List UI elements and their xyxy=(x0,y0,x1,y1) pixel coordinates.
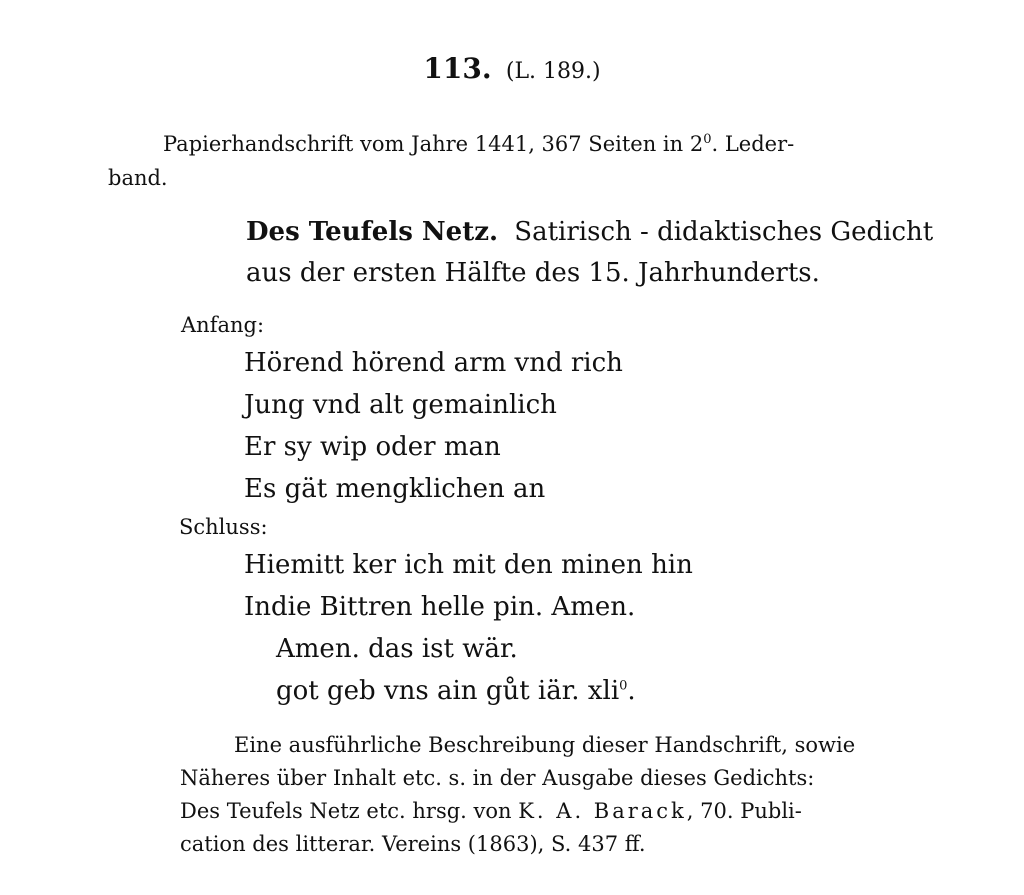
format-superscript: 0 xyxy=(703,132,712,147)
description-line-2: band. xyxy=(108,166,168,190)
schluss-verse-4 xyxy=(276,671,636,711)
description-tail: . Leder- xyxy=(711,132,795,156)
entry-heading xyxy=(0,52,1024,85)
anfang-verse-3: Er sy wip oder man xyxy=(244,432,501,462)
schluss-verse-4-text: got geb vns ain gůt iär. xli xyxy=(276,676,620,706)
entry-reference: (L. 189.) xyxy=(505,59,601,84)
entry-number: 113. xyxy=(423,52,492,85)
work-title-line-2: aus der ersten Hälfte des 15. Jahrhunderts. xyxy=(246,258,820,288)
anfang-verse-2: Jung vnd alt gemainlich xyxy=(244,390,557,420)
anfang-label: Anfang: xyxy=(181,313,265,337)
footnote-line-1: Eine ausführliche Beschreibung dieser Handschrift, sowie xyxy=(234,733,856,757)
footnote-line-4: cation des litterar. Vereins (1863), S. 437 ff. xyxy=(180,832,646,856)
schluss-label: Schluss: xyxy=(179,515,268,539)
work-genre: Satirisch - didaktisches Gedicht xyxy=(514,217,934,247)
work-title: Des Teufels Netz. xyxy=(246,217,499,247)
footnote-line-3 xyxy=(180,795,802,827)
footnote-line-2: Näheres über Inhalt etc. s. in der Ausgabe dieses Gedichts: xyxy=(180,766,815,790)
schluss-verse-3: Amen. das ist wär. xyxy=(276,634,518,664)
schluss-verse-4-tail: . xyxy=(627,676,636,706)
schluss-verse-2: Indie Bittren helle pin. Amen. xyxy=(244,592,636,622)
folio-superscript: 0 xyxy=(619,678,628,694)
work-title-line-1 xyxy=(246,212,933,252)
anfang-verse-4: Es gät mengklichen an xyxy=(244,474,546,504)
footnote-editor: K. A. Barack xyxy=(518,799,687,823)
description-line-1 xyxy=(163,127,794,161)
schluss-verse-1: Hiemitt ker ich mit den minen hin xyxy=(244,550,693,580)
anfang-verse-1: Hörend hörend arm vnd rich xyxy=(244,348,623,378)
footnote-publication: , 70. Publi- xyxy=(686,799,802,823)
description-text: Papierhandschrift vom Jahre 1441, 367 Seiten in 2 xyxy=(163,132,704,156)
footnote-citation: Des Teufels Netz etc. hrsg. von xyxy=(180,799,512,823)
